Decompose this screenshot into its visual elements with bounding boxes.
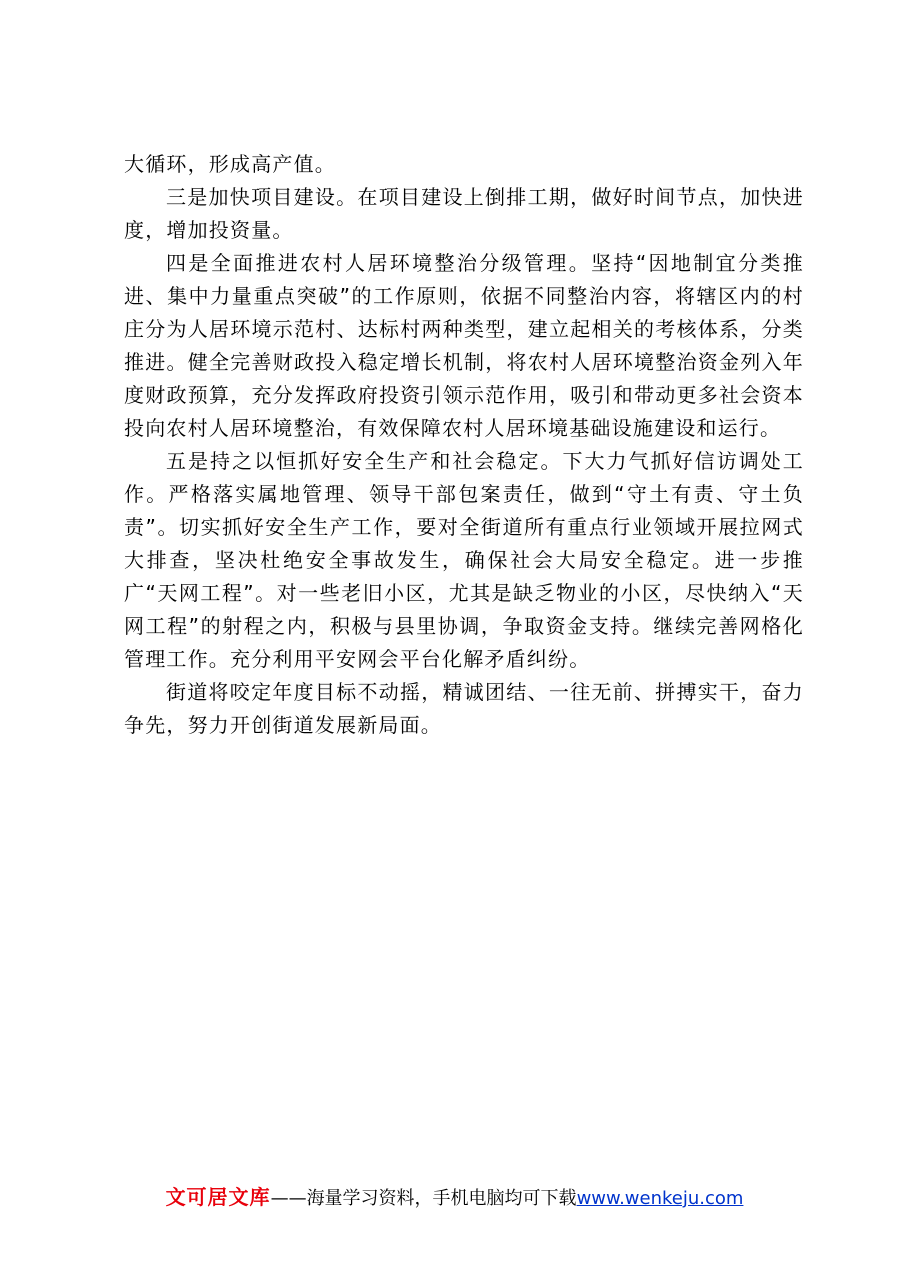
paragraph-conclusion: 街道将咬定年度目标不动摇，精诚团结、一往无前、拼搏实干，奋力争先，努力开创街道发展新局面。 — [124, 680, 804, 737]
paragraph-safety-stability: 五是持之以恒抓好安全生产和社会稳定。下大力气抓好信访调处工作。严格落实属地管理、领导干部包案责任，做到“守土有责、守土负责”。切实抓好安全生产工作，要对全街道所有重点行业领域开展拉网式大排查，坚决杜绝安全事故发生，确保社会大局安全稳定。进一步推广“天网工程”。对一些老旧小区，尤其是缺乏物业的小区，尽快纳入“天网工程”的射程之内，积极与县里协调，争取资金支持。继续完善网格化管理工作。充分利用平安网会平台化解矛盾纠纷。 — [124, 449, 804, 671]
footer-website-link[interactable]: www.wenkeju.com — [576, 1188, 744, 1209]
footer-tagline: ——海量学习资料，手机电脑均可下载 — [270, 1188, 577, 1209]
paragraph-project-construction: 三是加快项目建设。在项目建设上倒排工期，做好时间节点，加快进度，增加投资量。 — [124, 185, 804, 242]
paragraph-continuation: 大循环，形成高产值。 — [124, 152, 336, 176]
footer-banner — [0, 1183, 909, 1213]
document-body — [124, 148, 804, 742]
paragraph-rural-environment: 四是全面推进农村人居环境整治分级管理。坚持“因地制宜分类推进、集中力量重点突破”的工作原则，依据不同整治内容，将辖区内的村庄分为人居环境示范村、达标村两种类型，建立起相关的考核体系，分类推进。健全完善财政投入稳定增长机制，将农村人居环境整治资金列入年度财政预算，充分发挥政府投资引领示范作用，吸引和带动更多社会资本投向农村人居环境整治，有效保障农村人居环境基础设施建设和运行。 — [124, 251, 804, 440]
footer-brand: 文可居文库 — [165, 1185, 271, 1209]
